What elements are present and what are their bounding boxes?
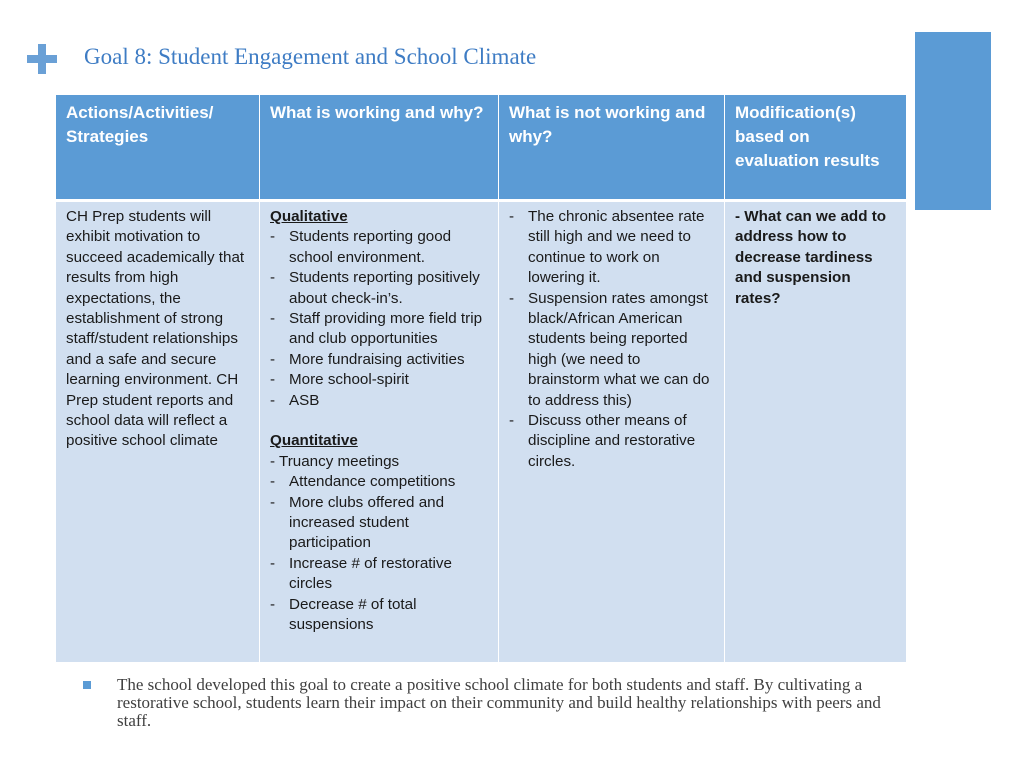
list-item: - Attendance competitions: [270, 473, 456, 491]
list-item: - Suspension rates amongst black/African American students being reported high (we need to brainstorm what we can do to address this): [509, 289, 710, 409]
header-modifications: Modification(s) based on evaluation results: [725, 95, 906, 199]
cell-not-working: [499, 202, 724, 662]
quantitative-intro: - Truancy meetings: [270, 452, 400, 470]
square-bullet-icon: [83, 681, 91, 689]
list-item: - ASB: [270, 391, 320, 409]
footer-bullet: [83, 676, 903, 730]
header-not-working: What is not working and why?: [499, 95, 724, 199]
list-item: - More school-spirit: [270, 371, 409, 389]
qualitative-heading: Qualitative: [270, 208, 348, 225]
list-item: - Students reporting positively about check-in’s.: [270, 269, 480, 307]
cell-working: [260, 202, 498, 662]
modification-text: - What can we add to address how to decrease tardiness and suspension rates?: [735, 208, 887, 307]
footer-text: The school developed this goal to create a positive school climate for both students and staff. By cultivating a restorative school, students learn their impact on their community and build healthy relationships with peers and staff.: [117, 675, 881, 730]
list-item: - More fundraising activities: [270, 350, 465, 368]
actions-text: CH Prep students will exhibit motivation to succeed academically that results from high expectations, the establishment of strong staff/student relationships and a safe and secure learning environment. CH Prep student reports and school data will reflect a positive school climate: [66, 208, 245, 450]
quantitative-heading: Quantitative: [270, 432, 358, 450]
list-item: - Students reporting good school environment.: [270, 228, 452, 266]
list-item: - Increase # of restorative circles: [270, 554, 452, 593]
header-working: What is working and why?: [260, 95, 498, 199]
list-item: - More clubs offered and increased student participation: [270, 493, 445, 552]
slide-title: Goal 8: Student Engagement and School Climate: [84, 44, 537, 69]
list-item: - Staff providing more field trip and club opportunities: [270, 310, 483, 348]
goal-table: [56, 95, 906, 662]
cell-actions: [56, 202, 259, 662]
list-item: - Decrease # of total suspensions: [270, 595, 417, 634]
list-item: - The chronic absentee rate still high and we need to continue to work on lowering it.: [509, 208, 705, 287]
list-item: - Discuss other means of discipline and restorative circles.: [509, 412, 696, 470]
decorative-block: [915, 32, 991, 210]
plus-icon: [27, 44, 57, 74]
cell-modifications: [725, 202, 906, 662]
header-actions: Actions/Activities/ Strategies: [56, 95, 259, 199]
